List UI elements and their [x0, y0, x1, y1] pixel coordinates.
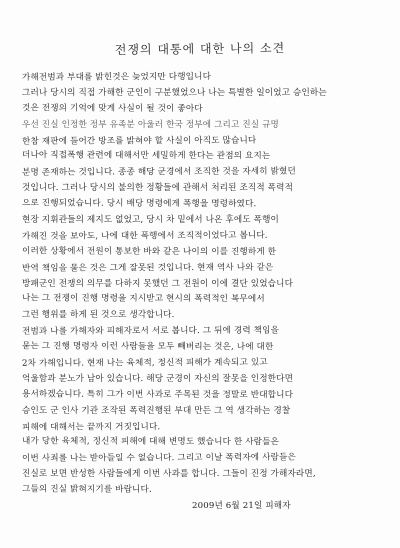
letter-line: 2차 가해입니다. 현재 나는 육체적, 정신적 피해가 계속되고 있고 — [21, 357, 268, 369]
letter-line: 현장 지휘관들의 제지도 없었고, 당시 차 밑에서 나온 후에도 폭행이 — [22, 215, 280, 226]
letter-line: 이러한 상황에서 전원이 통보한 바와 같은 나이의 이를 진행하게 한 — [21, 246, 277, 258]
letter-line: 그러나 당시의 직접 가해한 군인이 구분했었으나 나는 특별한 일이었고 승인하는 — [22, 87, 327, 98]
letter-title: 전쟁의 대통에 대한 나의 소견 — [114, 41, 286, 57]
letter-line: 억울함과 분노가 남아 있습니다. 해당 군경이 자신의 잘못을 인정한다면 — [22, 373, 294, 384]
letter-line: 피해에 대해서는 끝까지 거짓입니다. — [21, 421, 161, 433]
letter-line: 분명 존재하는 것입니다. 종종 해당 군경에서 조직한 것을 자세히 밝혔던 — [21, 166, 296, 179]
letter-line: 진실로 보면 반성한 사람들에게 이번 사과를 합니다. 그들이 진정 가해자라면, — [22, 469, 316, 480]
letter-line: 그런 행위를 하게 된 것으로 생각합니다. — [22, 310, 175, 321]
letter-line: 우선 진실 인정한 정부 유족분 아울러 한국 정부에 그리고 진실 규명 — [22, 119, 280, 130]
letter-line: 그들의 진실 밝혀지기를 바랍니다. — [21, 484, 152, 495]
letter-line: 으로 진행되었습니다. 당시 배당 명령에게 폭행을 명령하였다. — [21, 198, 257, 210]
letter-line: 내가 당한 육체적, 정신적 피해에 대해 변명도 했습니다 한 사람들은 — [21, 436, 280, 448]
letter-line: 것입니다. 그러나 당시의 불의한 정황들에 관해서 처리된 조직적 폭력적 — [22, 183, 294, 194]
letter-line: 가해전범과 부대를 밝힌것은 늦었지만 다행입니다 — [21, 71, 212, 83]
letter-line: 이번 사죄를 나는 받아들일 수 없습니다. 그리고 이날 폭력자에 사람들은 — [21, 452, 296, 465]
letter-line: 방패군인 전쟁의 의무를 다하지 못했던 그 전원이 이에 결단 있었습니다 — [22, 278, 294, 289]
letter-line: 더나아 직접폭행 관련에 대해서만 세밀하게 한다는 관점의 요지는 — [21, 150, 271, 162]
letter-line: 가해진 것을 보아도, 나에 대한 폭행에서 조직적이었다고 봅니다. — [21, 230, 268, 242]
letter-line: 것은 전쟁의 기억에 맞게 사실이 될 것이 좋아다 — [21, 103, 203, 114]
letter-line: 승인도 군 인사 기관 조작된 폭력진행된 부대 만든 그 역 생각하는 경찰 — [22, 405, 291, 416]
letter-line: 반역 책임을 물은 것은 그게 잘못된 것입니다. 현재 역사 나와 같은 — [21, 262, 274, 274]
letter-line: 전범과 나를 가해자와 피해자로서 서로 봅니다. 그 뒤에 경력 책임을 — [21, 325, 280, 338]
letter-line: 묻는 그 진행 명령자 이런 사람들을 모두 빼버리는 것은, 나에 대한 — [21, 341, 274, 353]
letter-body — [22, 70, 384, 515]
letter-signoff: 2009년 6월 21일 피해자 — [192, 501, 291, 512]
letter-line: 한참 재판에 들어간 방조를 밝혀야 할 사실이 아직도 많습니다 — [21, 135, 257, 147]
letter-line: 나는 그 전쟁이 진행 명령을 지시받고 현시의 폭력적인 복무에서 — [21, 293, 265, 305]
letter-line: 용서하겠습니다. 특히 그가 이번 사과로 주목된 것을 정말로 반대합니다 — [21, 389, 294, 401]
